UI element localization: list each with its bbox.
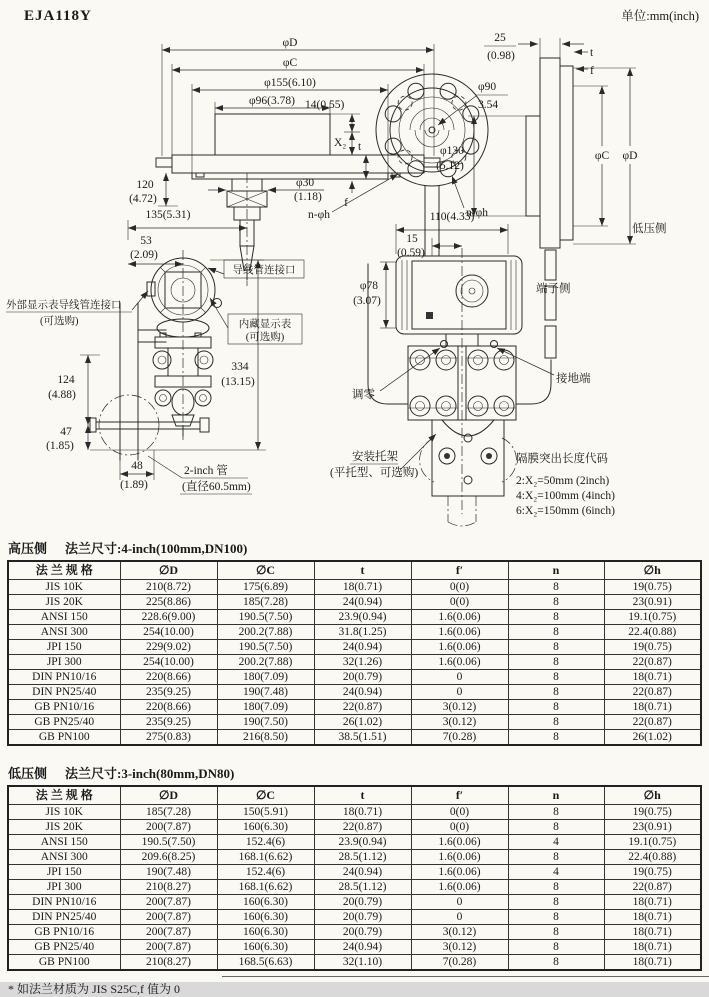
cell-phi-h: 19(0.75): [604, 640, 701, 655]
dim-label-14: 14(0.55): [305, 99, 345, 111]
cell-n: 8: [508, 850, 604, 865]
hp-spec-label: 法兰尺寸:4-inch(100mm,DN100): [65, 541, 248, 556]
cell-flange-spec: DIN PN10/16: [8, 670, 120, 685]
terminal-side-label: 端子侧: [536, 283, 571, 295]
ground-terminal-label: 接地端: [556, 373, 591, 385]
cell-phi-d: 210(8.27): [120, 880, 217, 895]
cell-flange-spec: DIN PN25/40: [8, 685, 120, 700]
cell-f: 3(0.12): [411, 715, 508, 730]
cell-n: 8: [508, 880, 604, 895]
table-row: [8, 715, 701, 730]
lp-side-label: 低压侧: [8, 766, 48, 781]
cell-f: 3(0.12): [411, 925, 508, 940]
cell-phi-h: 23(0.91): [604, 595, 701, 610]
dim-label-f-2: f: [590, 65, 594, 77]
cell-f: 1.6(0.06): [411, 850, 508, 865]
zero-adjust-knob: [213, 299, 222, 308]
cell-flange-spec: DIN PN10/16: [8, 895, 120, 910]
cell-n: 8: [508, 955, 604, 971]
cell-f: 1.6(0.06): [411, 655, 508, 670]
cell-n: 8: [508, 655, 604, 670]
cell-phi-h: 22(0.87): [604, 880, 701, 895]
dim-label-25: 25: [494, 32, 506, 44]
cell-f: 1.6(0.06): [411, 835, 508, 850]
dim-label-t: t: [358, 141, 362, 153]
cell-f: 0(0): [411, 580, 508, 595]
dim-label-phi-d: φD: [282, 37, 298, 49]
cell-n: 8: [508, 685, 604, 700]
dim-label-phi30: φ30: [296, 177, 315, 189]
cell-f: 1.6(0.06): [411, 640, 508, 655]
cell-t: 23.9(0.94): [314, 610, 411, 625]
dim-label-f: f: [344, 197, 348, 209]
flange-cap: [215, 114, 330, 155]
cell-phi-h: 18(0.71): [604, 700, 701, 715]
cell-phi-h: 22(0.87): [604, 685, 701, 700]
cell-t: 24(0.94): [314, 940, 411, 955]
cell-flange-spec: JIS 10K: [8, 580, 120, 595]
cell-phi-d: 235(9.25): [120, 715, 217, 730]
dim-label-x2: X₂: [334, 137, 347, 149]
lp-spec-label: 法兰尺寸:3-inch(80mm,DN80): [65, 766, 235, 781]
dim-label-124-in: (4.88): [48, 389, 76, 401]
cell-t: 31.8(1.25): [314, 625, 411, 640]
cell-n: 8: [508, 940, 604, 955]
cell-f: 1.6(0.06): [411, 625, 508, 640]
cell-phi-d: 190(7.48): [120, 865, 217, 880]
table-row: [8, 850, 701, 865]
cell-phi-c: 152.4(6): [217, 835, 314, 850]
transmitter-housing: [147, 250, 222, 443]
dim-label-t-2: t: [590, 47, 594, 59]
cell-n: 8: [508, 805, 604, 820]
bracket-type-label: (平托型、可选购): [330, 467, 419, 479]
cell-n: 8: [508, 625, 604, 640]
col-header-phi-d: ∅D: [120, 561, 217, 580]
table-row: [8, 955, 701, 971]
cell-f: 3(0.12): [411, 940, 508, 955]
cell-phi-d: 275(0.83): [120, 730, 217, 746]
cell-phi-h: 22.4(0.88): [604, 850, 701, 865]
cell-n: 8: [508, 700, 604, 715]
cell-t: 38.5(1.51): [314, 730, 411, 746]
dim-label-phi-d-2: φD: [622, 150, 638, 162]
cell-phi-h: 22.4(0.88): [604, 625, 701, 640]
dim-label-phi-c: φC: [282, 57, 298, 69]
cell-phi-c: 160(6.30): [217, 910, 314, 925]
hp-flange-table: [7, 560, 702, 746]
cell-f: 0: [411, 670, 508, 685]
page-bottom-rule: [222, 976, 709, 977]
low-pressure-side-label: 低压侧: [632, 223, 667, 235]
cell-n: 8: [508, 925, 604, 940]
dim-label-phi-c-2: φC: [594, 150, 610, 162]
model-title: EJA118Y: [24, 8, 92, 24]
flange-slab-profile: [540, 58, 560, 248]
cell-phi-c: 190.5(7.50): [217, 640, 314, 655]
flange-plate: [172, 155, 424, 173]
dim-label-120-in: (4.72): [129, 193, 157, 205]
cell-f: 3(0.12): [411, 700, 508, 715]
cell-flange-spec: GB PN10/16: [8, 700, 120, 715]
cell-phi-c: 160(6.30): [217, 940, 314, 955]
diaphragm-code-4: 4:X₂=100mm (4inch): [516, 490, 615, 502]
cell-phi-c: 180(7.09): [217, 700, 314, 715]
cell-phi-d: 254(10.00): [120, 655, 217, 670]
cell-n: 8: [508, 730, 604, 746]
cell-flange-spec: JPI 150: [8, 865, 120, 880]
cell-n: 8: [508, 670, 604, 685]
cell-phi-c: 168.5(6.63): [217, 955, 314, 971]
cell-phi-h: 18(0.71): [604, 670, 701, 685]
dim-label-334-in: (13.15): [221, 376, 255, 388]
col-header-t: t: [314, 561, 411, 580]
cell-t: 18(0.71): [314, 580, 411, 595]
dim-label-n-phi-h: n-φh: [308, 209, 330, 221]
col-header-n: n: [508, 786, 604, 805]
col-header-f: f′: [411, 786, 508, 805]
cell-phi-h: 19(0.75): [604, 580, 701, 595]
col-header-n: n: [508, 561, 604, 580]
dim-label-135: 135(5.31): [145, 209, 191, 221]
cell-phi-c: 200.2(7.88): [217, 655, 314, 670]
cell-phi-d: 220(8.66): [120, 670, 217, 685]
pipe-diameter-label: (直径60.5mm): [182, 481, 251, 493]
cell-phi-h: 19(0.75): [604, 865, 701, 880]
diaphragm-code-6: 6:X₂=150mm (6inch): [516, 505, 615, 517]
col-header-f: f′: [411, 561, 508, 580]
cell-phi-h: 18(0.71): [604, 940, 701, 955]
cell-flange-spec: JIS 10K: [8, 805, 120, 820]
cell-phi-d: 229(9.02): [120, 640, 217, 655]
table-row: [8, 880, 701, 895]
cell-flange-spec: GB PN100: [8, 955, 120, 971]
cell-phi-d: 210(8.27): [120, 955, 217, 971]
unit-label: 单位:mm(inch): [621, 9, 699, 23]
dim-label-phi96: φ96(3.78): [249, 95, 295, 107]
cell-n: 8: [508, 715, 604, 730]
cell-n: 8: [508, 610, 604, 625]
cell-phi-c: 200.2(7.88): [217, 625, 314, 640]
cell-phi-c: 168.1(6.62): [217, 850, 314, 865]
indicator-optional-label: (可选购): [245, 332, 285, 343]
pipe-label: 2-inch 管: [184, 465, 228, 477]
dim-label-phi90-in: 3.54: [478, 99, 499, 111]
cell-flange-spec: GB PN25/40: [8, 940, 120, 955]
cell-flange-spec: GB PN25/40: [8, 715, 120, 730]
cell-phi-c: 160(6.30): [217, 925, 314, 940]
col-header-phi-c: ∅C: [217, 561, 314, 580]
cell-f: 0(0): [411, 805, 508, 820]
cell-flange-spec: GB PN100: [8, 730, 120, 746]
cell-phi-c: 160(6.30): [217, 820, 314, 835]
cell-phi-d: 190.5(7.50): [120, 835, 217, 850]
col-header-phi-c: ∅C: [217, 786, 314, 805]
cell-phi-d: 200(7.87): [120, 940, 217, 955]
cell-t: 22(0.87): [314, 700, 411, 715]
cell-t: 24(0.94): [314, 640, 411, 655]
col-header-t: t: [314, 786, 411, 805]
lp-table-body: [8, 805, 701, 971]
cell-phi-h: 19(0.75): [604, 805, 701, 820]
dim-label-phi78: φ78: [359, 280, 379, 292]
flange-tables-section: [0, 530, 709, 997]
cell-n: 8: [508, 640, 604, 655]
cell-phi-c: 175(6.89): [217, 580, 314, 595]
col-header-phi-h: ∅h: [604, 786, 701, 805]
cell-t: 22(0.87): [314, 820, 411, 835]
bracket-label: 安装托架: [352, 451, 398, 463]
cell-phi-h: 19.1(0.75): [604, 610, 701, 625]
cell-f: 7(0.28): [411, 955, 508, 971]
cell-phi-h: 22(0.87): [604, 715, 701, 730]
cell-phi-d: 228.6(9.00): [120, 610, 217, 625]
cell-t: 24(0.94): [314, 595, 411, 610]
cell-phi-d: 200(7.87): [120, 820, 217, 835]
dim-label-15-in: (0.59): [397, 247, 425, 259]
dim-label-47: 47: [60, 426, 72, 438]
dim-label-25-in: (0.98): [487, 50, 515, 62]
dim-label-n-phi-h-2: n-φh: [466, 207, 488, 219]
cell-phi-h: 22(0.87): [604, 655, 701, 670]
cell-t: 18(0.71): [314, 805, 411, 820]
table-row: [8, 655, 701, 670]
cell-phi-d: 209.6(8.25): [120, 850, 217, 865]
cell-flange-spec: ANSI 300: [8, 850, 120, 865]
table-row: [8, 640, 701, 655]
cell-t: 32(1.26): [314, 655, 411, 670]
hp-table-title: [8, 538, 709, 557]
dim-label-48: 48: [131, 460, 143, 472]
diaphragm-code-2: 2:X₂=50mm (2inch): [516, 475, 610, 487]
table-row: [8, 625, 701, 640]
cell-flange-spec: ANSI 150: [8, 835, 120, 850]
indicator-label: 内藏显示表: [238, 319, 292, 330]
header-row: [8, 786, 701, 805]
dim-label-120: 120: [136, 179, 154, 191]
table-row: [8, 895, 701, 910]
table-row: [8, 835, 701, 850]
flange-side-profile: [526, 58, 573, 358]
dimension-drawing: [0, 28, 709, 530]
hp-table-header: [8, 561, 701, 580]
2-inch-pipe: [99, 395, 159, 455]
cell-phi-d: 254(10.00): [120, 625, 217, 640]
diaphragm-code-title: 隔膜突出长度代码: [516, 453, 608, 465]
cell-phi-h: 23(0.91): [604, 820, 701, 835]
cell-phi-h: 26(1.02): [604, 730, 701, 746]
dim-label-53: 53: [140, 235, 152, 247]
dim-label-334: 334: [231, 361, 249, 373]
raised-face: [192, 173, 388, 179]
cell-t: 20(0.79): [314, 670, 411, 685]
cell-phi-d: 200(7.87): [120, 895, 217, 910]
cell-f: 0(0): [411, 820, 508, 835]
cell-phi-d: 225(8.86): [120, 595, 217, 610]
cell-phi-h: 18(0.71): [604, 895, 701, 910]
cell-f: 1.6(0.06): [411, 610, 508, 625]
dim-label-124: 124: [57, 374, 75, 386]
cell-flange-spec: JPI 150: [8, 640, 120, 655]
table-row: [8, 610, 701, 625]
cell-flange-spec: JIS 20K: [8, 820, 120, 835]
figure-flange-face-view: [376, 32, 667, 358]
cell-phi-d: 185(7.28): [120, 805, 217, 820]
cell-f: 0: [411, 685, 508, 700]
cell-phi-c: 190(7.48): [217, 685, 314, 700]
table-row: [8, 700, 701, 715]
cell-phi-c: 152.4(6): [217, 865, 314, 880]
lp-table-header: [8, 786, 701, 805]
cell-flange-spec: JPI 300: [8, 655, 120, 670]
cell-n: 8: [508, 580, 604, 595]
dim-label-phi30-in: (1.18): [294, 191, 322, 203]
capsule-profile: [526, 116, 540, 216]
flange-face-outer: [376, 74, 488, 186]
table-row: [8, 925, 701, 940]
table-row: [8, 580, 701, 595]
dim-label-phi130: φ130: [440, 145, 464, 157]
table-row: [8, 730, 701, 746]
cell-phi-c: 168.1(6.62): [217, 880, 314, 895]
cell-t: 23.9(0.94): [314, 835, 411, 850]
table-row: [8, 805, 701, 820]
cell-t: 28.5(1.12): [314, 850, 411, 865]
cell-phi-h: 18(0.71): [604, 925, 701, 940]
col-header-phi-d: ∅D: [120, 786, 217, 805]
dim-label-15: 15: [406, 233, 418, 245]
hp-table-body: [8, 580, 701, 746]
cell-f: 0: [411, 910, 508, 925]
lp-table-title: [8, 763, 709, 782]
cell-t: 20(0.79): [314, 910, 411, 925]
cell-phi-c: 190(7.50): [217, 715, 314, 730]
cell-phi-c: 150(5.91): [217, 805, 314, 820]
cell-f: 0(0): [411, 595, 508, 610]
dim-label-53-in: (2.09): [130, 249, 158, 261]
cell-phi-d: 210(8.72): [120, 580, 217, 595]
cell-phi-d: 220(8.66): [120, 700, 217, 715]
conduit-label: 导线管连接口: [232, 265, 296, 276]
table-row: [8, 685, 701, 700]
col-header-phi-h: ∅h: [604, 561, 701, 580]
cell-n: 4: [508, 865, 604, 880]
cell-phi-d: 200(7.87): [120, 910, 217, 925]
dim-label-phi90: φ90: [478, 81, 497, 93]
cell-phi-c: 216(8.50): [217, 730, 314, 746]
table-row: [8, 670, 701, 685]
cell-f: 1.6(0.06): [411, 880, 508, 895]
lp-flange-table: [7, 785, 702, 971]
cell-flange-spec: ANSI 150: [8, 610, 120, 625]
col-header-spec: 法 兰 规 格: [8, 786, 120, 805]
cell-phi-c: 185(7.28): [217, 595, 314, 610]
cell-phi-h: 18(0.71): [604, 955, 701, 971]
figure-transmitter-side-view: [6, 209, 304, 494]
right-capillary: [516, 360, 551, 404]
external-conduit-label: 外部显示表导线管连接口: [6, 300, 122, 311]
cell-flange-spec: JIS 20K: [8, 595, 120, 610]
cell-t: 20(0.79): [314, 895, 411, 910]
dim-label-phi130-in: (5.12): [436, 160, 464, 172]
cell-t: 26(1.02): [314, 715, 411, 730]
zero-adjust-label: 调零: [352, 389, 375, 401]
figure-process-flange-side-view: [129, 37, 440, 286]
dim-label-phi78-in: (3.07): [353, 295, 381, 307]
cell-f: 7(0.28): [411, 730, 508, 746]
drawing-svg: [0, 28, 709, 530]
figure-transmitter-front-view: [330, 211, 615, 526]
dim-label-48-in: (1.89): [120, 479, 148, 491]
table-row: [8, 865, 701, 880]
cell-n: 8: [508, 910, 604, 925]
cell-flange-spec: JPI 300: [8, 880, 120, 895]
dim-label-110: 110(4.33): [429, 211, 475, 223]
cell-t: 24(0.94): [314, 685, 411, 700]
external-conduit-optional-label: (可选购): [40, 316, 79, 327]
hp-side-label: 高压侧: [8, 541, 48, 556]
footnote: * 如法兰材质为 JIS S25C,f 值为 0: [8, 982, 181, 996]
cell-phi-h: 18(0.71): [604, 910, 701, 925]
table-row: [8, 910, 701, 925]
cell-n: 8: [508, 895, 604, 910]
col-header-spec: 法 兰 规 格: [8, 561, 120, 580]
cell-t: 24(0.94): [314, 865, 411, 880]
cell-t: 32(1.10): [314, 955, 411, 971]
header-row: [8, 561, 701, 580]
cell-phi-h: 19.1(0.75): [604, 835, 701, 850]
cell-flange-spec: DIN PN25/40: [8, 910, 120, 925]
cell-flange-spec: ANSI 300: [8, 625, 120, 640]
dim-label-47-in: (1.85): [46, 440, 74, 452]
table-row: [8, 820, 701, 835]
cell-t: 28.5(1.12): [314, 880, 411, 895]
cell-phi-c: 160(6.30): [217, 895, 314, 910]
cell-phi-c: 180(7.09): [217, 670, 314, 685]
cell-n: 8: [508, 820, 604, 835]
dim-label-phi155: φ155(6.10): [264, 77, 316, 89]
cell-f: 0: [411, 895, 508, 910]
cell-n: 8: [508, 595, 604, 610]
cell-t: 20(0.79): [314, 925, 411, 940]
cell-flange-spec: GB PN10/16: [8, 925, 120, 940]
cell-f: 1.6(0.06): [411, 865, 508, 880]
table-row: [8, 595, 701, 610]
cell-phi-c: 190.5(7.50): [217, 610, 314, 625]
cell-phi-d: 235(9.25): [120, 685, 217, 700]
table-row: [8, 940, 701, 955]
cell-n: 4: [508, 835, 604, 850]
cell-phi-d: 200(7.87): [120, 925, 217, 940]
pipe-mount-bracket: [90, 303, 209, 460]
